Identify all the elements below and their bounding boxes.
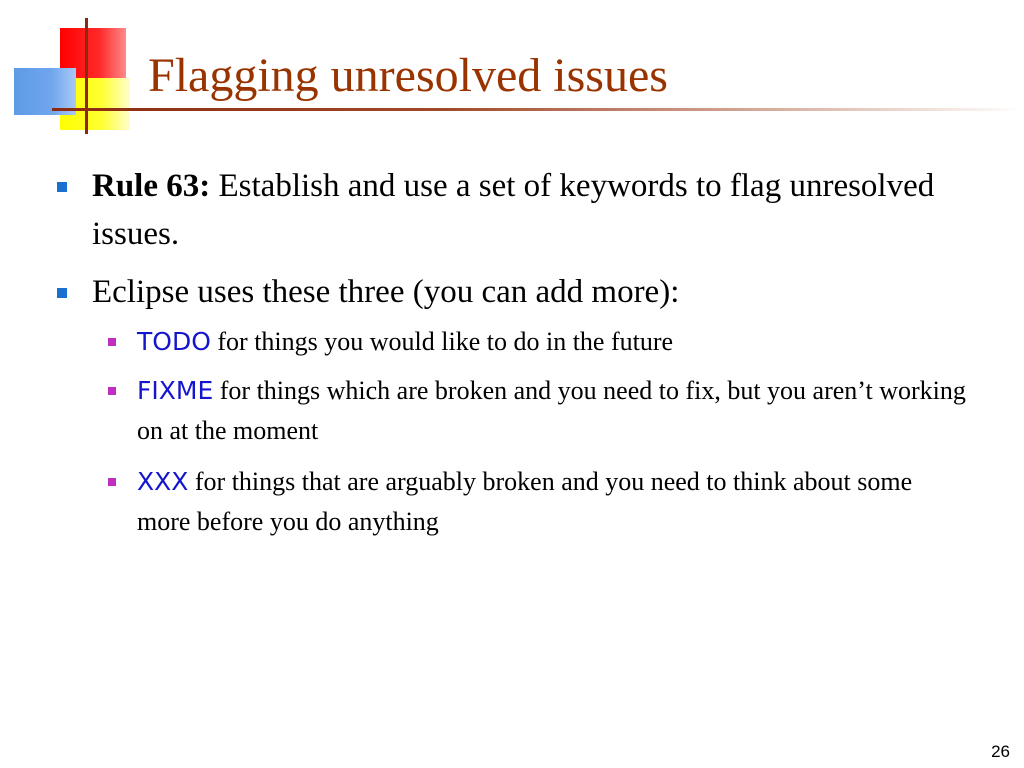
todo-text: for things you would like to do in the future — [217, 327, 674, 356]
page-number: 26 — [991, 742, 1010, 761]
keyword-todo: TODO — [137, 327, 211, 356]
fixme-text: for things which are broken and you need to fix, but you aren’t working on at the moment — [137, 376, 966, 445]
bullet-eclipse — [92, 268, 972, 316]
sub-bullet-xxx — [137, 462, 937, 542]
bullet-rule-63 — [92, 162, 972, 258]
sub-bullet-marker — [108, 478, 116, 486]
eclipse-text: Eclipse uses these three (you can add more): — [92, 274, 680, 310]
bullet-marker — [57, 288, 67, 298]
bullet-marker — [57, 182, 67, 192]
keyword-xxx: XXX — [137, 467, 189, 496]
slide-title: Flagging unresolved issues — [148, 49, 668, 102]
xxx-text: for things that are arguably broken and you need to think about some more before you do anything — [137, 467, 913, 536]
rule-text: Establish and use a set of keywords to flag unresolved issues. — [92, 168, 935, 252]
sub-bullet-todo — [137, 322, 977, 362]
rule-label: Rule 63: — [92, 168, 211, 204]
sub-bullet-marker — [108, 338, 116, 346]
keyword-fixme: FIXME — [137, 376, 214, 405]
sub-bullet-fixme — [137, 371, 977, 451]
sub-bullet-marker — [108, 387, 116, 395]
